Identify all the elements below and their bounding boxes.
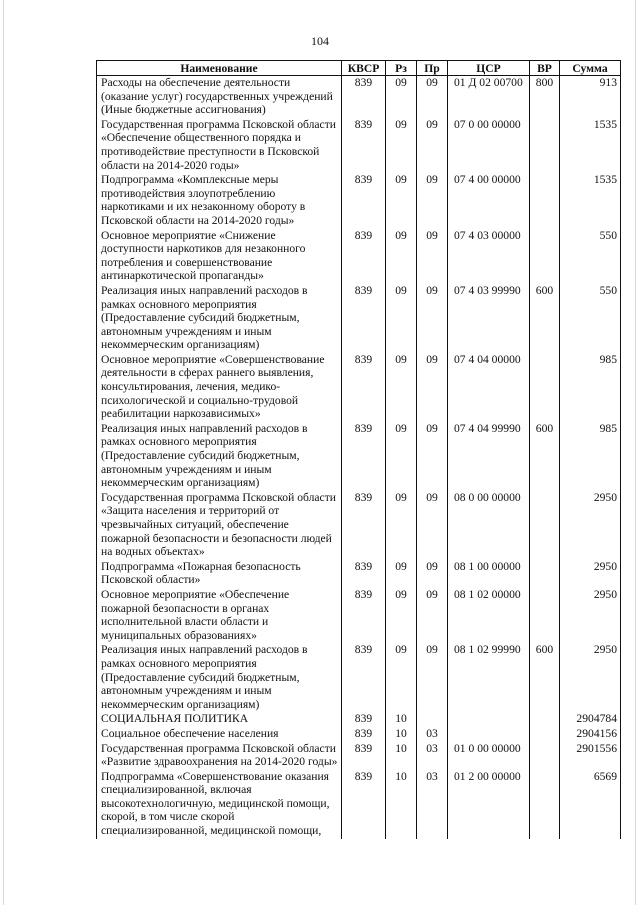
cell-csr: 08 0 00 00000 [448, 491, 530, 560]
cell-vr: 600 [530, 284, 560, 353]
header-pr: Пр [417, 61, 448, 76]
cell-pr: 09 [417, 76, 448, 118]
table-row [97, 118, 621, 173]
scan-edge-right [635, 0, 636, 905]
cell-csr: 08 1 02 99990 [448, 643, 530, 712]
cell-kvsr: 839 [342, 727, 386, 742]
cell-vr [530, 588, 560, 643]
cell-csr: 08 1 02 00000 [448, 588, 530, 643]
cell-kvsr: 839 [342, 712, 386, 727]
cell-pr: 09 [417, 491, 448, 560]
table-row [97, 173, 621, 228]
cell-sum: 2950 [560, 643, 621, 712]
cell-sum: 550 [560, 284, 621, 353]
table-row [97, 727, 621, 742]
cell-kvsr: 839 [342, 422, 386, 491]
cell-pr: 09 [417, 588, 448, 643]
table-row [97, 643, 621, 712]
cell-sum: 6569 [560, 770, 621, 839]
cell-pr: 09 [417, 118, 448, 173]
cell-csr [448, 712, 530, 727]
table-body [97, 76, 621, 839]
cell-name: СОЦИАЛЬНАЯ ПОЛИТИКА [97, 712, 342, 727]
table-row [97, 588, 621, 643]
header-name: Наименование [97, 61, 342, 76]
cell-rz: 10 [386, 712, 417, 727]
cell-pr: 09 [417, 560, 448, 588]
cell-pr [417, 712, 448, 727]
header-kvsr: КВСР [342, 61, 386, 76]
cell-sum: 1535 [560, 173, 621, 228]
cell-rz: 09 [386, 491, 417, 560]
cell-name: Подпрограмма «Комплексные меры противодействия злоупотреблению наркотиками и их незаконному обороту в Псковской области на 2014-2020 годы» [97, 173, 342, 228]
table-header-row [97, 61, 621, 76]
cell-csr: 07 4 00 00000 [448, 173, 530, 228]
scan-edge-left [3, 0, 4, 905]
cell-sum: 2904784 [560, 712, 621, 727]
cell-vr [530, 491, 560, 560]
cell-rz: 09 [386, 173, 417, 228]
cell-vr [530, 229, 560, 284]
table-row [97, 742, 621, 770]
cell-vr: 600 [530, 643, 560, 712]
cell-pr: 09 [417, 353, 448, 422]
cell-rz: 10 [386, 727, 417, 742]
table-row [97, 284, 621, 353]
cell-pr: 03 [417, 727, 448, 742]
cell-rz: 09 [386, 118, 417, 173]
cell-vr [530, 560, 560, 588]
cell-vr [530, 353, 560, 422]
cell-vr [530, 742, 560, 770]
cell-vr [530, 173, 560, 228]
cell-pr: 03 [417, 742, 448, 770]
cell-name: Государственная программа Псковской области «Обеспечение общественного порядка и противодействие преступности в Псковской области на 2014-2020 годы» [97, 118, 342, 173]
cell-kvsr: 839 [342, 353, 386, 422]
cell-vr [530, 118, 560, 173]
cell-csr: 07 4 03 00000 [448, 229, 530, 284]
cell-rz: 09 [386, 560, 417, 588]
cell-csr: 07 4 04 00000 [448, 353, 530, 422]
cell-sum: 2904156 [560, 727, 621, 742]
cell-rz: 09 [386, 588, 417, 643]
cell-kvsr: 839 [342, 742, 386, 770]
cell-csr: 07 4 04 99990 [448, 422, 530, 491]
budget-table [96, 60, 621, 839]
cell-csr: 01 2 00 00000 [448, 770, 530, 839]
header-csr: ЦСР [448, 61, 530, 76]
cell-name: Основное мероприятие «Обеспечение пожарной безопасности в органах исполнительной власти области и муниципальных образованиях» [97, 588, 342, 643]
cell-kvsr: 839 [342, 284, 386, 353]
cell-kvsr: 839 [342, 560, 386, 588]
cell-vr: 600 [530, 422, 560, 491]
cell-sum: 2901556 [560, 742, 621, 770]
cell-name: Реализация иных направлений расходов в рамках основного мероприятия (Предоставление субсидий бюджетным, автономным учреждениям и иным некоммерческим организациям) [97, 422, 342, 491]
cell-sum: 2950 [560, 491, 621, 560]
cell-name: Расходы на обеспечение деятельности (оказание услуг) государственных учреждений (Иные бюджетные ассигнования) [97, 76, 342, 118]
cell-rz: 09 [386, 284, 417, 353]
cell-vr [530, 727, 560, 742]
cell-name: Реализация иных направлений расходов в рамках основного мероприятия (Предоставление субсидий бюджетным, автономным учреждениям и иным некоммерческим организациям) [97, 643, 342, 712]
cell-rz: 10 [386, 770, 417, 839]
cell-kvsr: 839 [342, 770, 386, 839]
table-row [97, 712, 621, 727]
cell-name: Социальное обеспечение населения [97, 727, 342, 742]
cell-rz: 09 [386, 353, 417, 422]
cell-name: Подпрограмма «Совершенствование оказания специализированной, включая высокотехнологичную, медицинской помощи, скорой, в том числе скорой специализированной, медицинской помощи, [97, 770, 342, 839]
page-number: 104 [311, 34, 329, 48]
cell-vr [530, 770, 560, 839]
cell-csr: 01 Д 02 00700 [448, 76, 530, 118]
cell-pr: 09 [417, 229, 448, 284]
cell-name: Основное мероприятие «Совершенствование деятельности в сферах раннего выявления, консультирования, лечения, медико-психологической и социально-трудовой реабилитации наркозависимых» [97, 353, 342, 422]
cell-sum: 985 [560, 422, 621, 491]
cell-rz: 10 [386, 742, 417, 770]
table-row [97, 76, 621, 118]
cell-sum: 1535 [560, 118, 621, 173]
cell-name: Государственная программа Псковской области «Защита населения и территорий от чрезвычайных ситуаций, обеспечение пожарной безопасности и безопасности людей на водных объектах» [97, 491, 342, 560]
table-row [97, 422, 621, 491]
cell-kvsr: 839 [342, 643, 386, 712]
table-row [97, 229, 621, 284]
cell-name: Реализация иных направлений расходов в рамках основного мероприятия (Предоставление субсидий бюджетным, автономным учреждениям и иным некоммерческим организациям) [97, 284, 342, 353]
cell-vr [530, 712, 560, 727]
cell-sum: 913 [560, 76, 621, 118]
header-rz: Рз [386, 61, 417, 76]
cell-kvsr: 839 [342, 588, 386, 643]
cell-sum: 550 [560, 229, 621, 284]
cell-rz: 09 [386, 643, 417, 712]
cell-pr: 09 [417, 422, 448, 491]
cell-kvsr: 839 [342, 173, 386, 228]
table-row [97, 560, 621, 588]
cell-pr: 09 [417, 173, 448, 228]
cell-csr [448, 727, 530, 742]
cell-name: Государственная программа Псковской области «Развитие здравоохранения на 2014-2020 годы» [97, 742, 342, 770]
cell-rz: 09 [386, 76, 417, 118]
cell-rz: 09 [386, 422, 417, 491]
cell-csr: 07 4 03 99990 [448, 284, 530, 353]
table-row [97, 770, 621, 839]
cell-sum: 985 [560, 353, 621, 422]
cell-csr: 08 1 00 00000 [448, 560, 530, 588]
cell-pr: 03 [417, 770, 448, 839]
cell-pr: 09 [417, 643, 448, 712]
cell-pr: 09 [417, 284, 448, 353]
table-row [97, 353, 621, 422]
header-vr: ВР [530, 61, 560, 76]
cell-vr: 800 [530, 76, 560, 118]
cell-csr: 07 0 00 00000 [448, 118, 530, 173]
cell-name: Основное мероприятие «Снижение доступности наркотиков для незаконного потребления и совершенствование антинаркотической пропаганды» [97, 229, 342, 284]
cell-name: Подпрограмма «Пожарная безопасность Псковской области» [97, 560, 342, 588]
cell-kvsr: 839 [342, 76, 386, 118]
header-sum: Сумма [560, 61, 621, 76]
cell-kvsr: 839 [342, 491, 386, 560]
cell-rz: 09 [386, 229, 417, 284]
cell-kvsr: 839 [342, 229, 386, 284]
cell-sum: 2950 [560, 560, 621, 588]
cell-csr: 01 0 00 00000 [448, 742, 530, 770]
cell-sum: 2950 [560, 588, 621, 643]
table-row [97, 491, 621, 560]
cell-kvsr: 839 [342, 118, 386, 173]
